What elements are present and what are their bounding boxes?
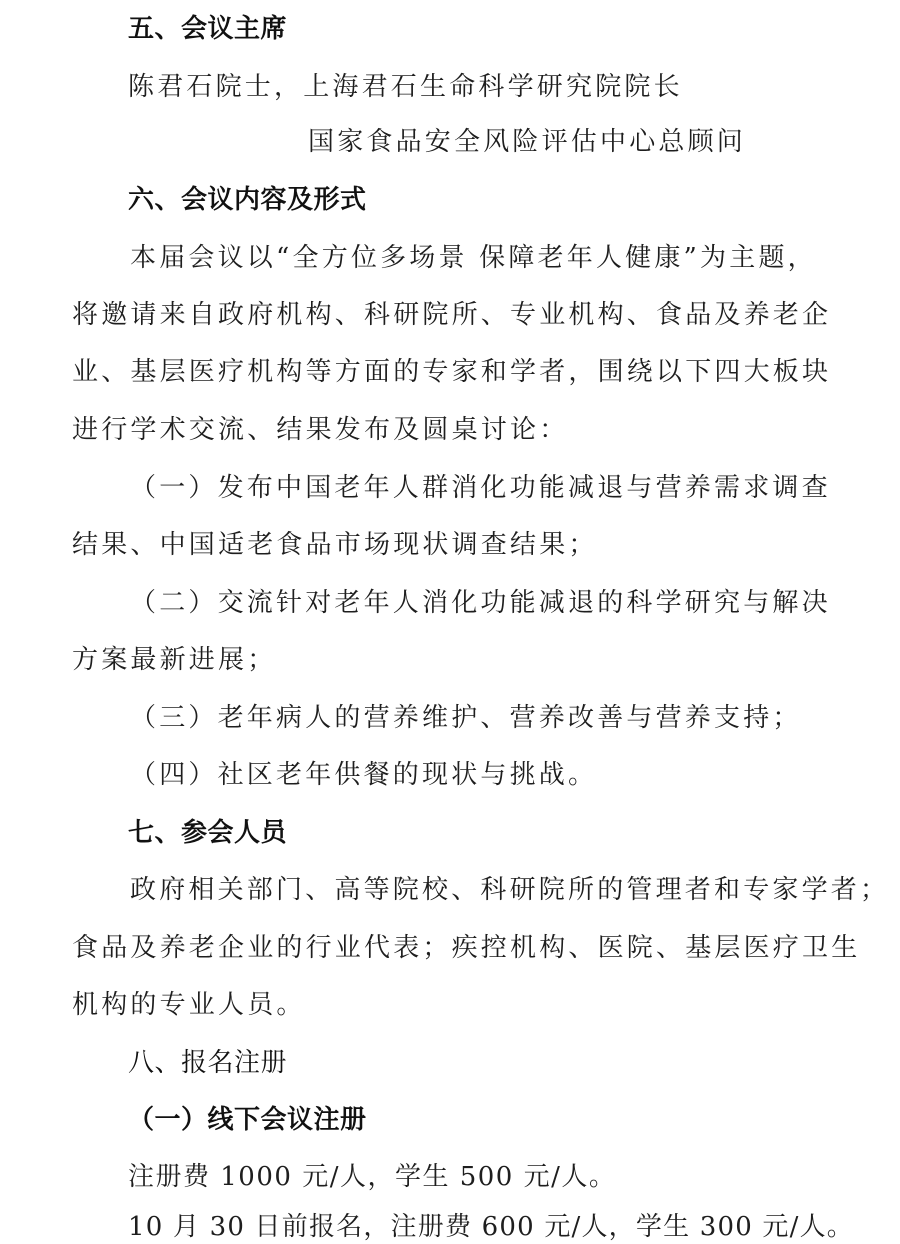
- section-heading-chair: 五、会议主席: [128, 14, 288, 44]
- content-intro-line-3: 业、基层医疗机构等方面的专家和学者，围绕以下四大板块: [72, 357, 832, 387]
- chair-line-2: 国家食品安全风险评估中心总顾问: [308, 127, 747, 157]
- content-item-2-line-1: （二）交流针对老年人消化功能减退的科学研究与解决: [130, 588, 831, 618]
- content-item-1-line-2: 结果、中国适老食品市场现状调查结果；: [72, 530, 598, 560]
- content-item-1-line-1: （一）发布中国老年人群消化功能减退与营养需求调查: [130, 473, 831, 503]
- content-item-2-line-2: 方案最新进展；: [72, 645, 277, 675]
- early-registration-fee-line: 10 月 30 日前报名，注册费 600 元/人，学生 300 元/人。: [128, 1212, 854, 1242]
- content-intro-line-4: 进行学术交流、结果发布及圆桌讨论：: [72, 415, 569, 445]
- attendees-line-3: 机构的专业人员。: [72, 990, 306, 1020]
- registration-fee-line: 注册费 1000 元/人，学生 500 元/人。: [128, 1162, 617, 1192]
- section-heading-attendees: 七、参会人员: [128, 818, 288, 848]
- section-heading-registration: 八、报名注册: [128, 1048, 288, 1078]
- attendees-line-2: 食品及养老企业的行业代表；疾控机构、医院、基层医疗卫生: [72, 933, 861, 963]
- content-item-4: （四）社区老年供餐的现状与挑战。: [130, 760, 598, 790]
- subheading-offline-registration: （一）线下会议注册: [128, 1105, 367, 1135]
- content-item-3: （三）老年病人的营养维护、营养改善与营养支持；: [130, 703, 802, 733]
- content-intro-line-1: 本届会议以“全方位多场景 保障老年人健康”为主题，: [130, 243, 817, 273]
- section-heading-content-format: 六、会议内容及形式: [128, 185, 367, 215]
- content-intro-line-2: 将邀请来自政府机构、科研院所、专业机构、食品及养老企: [72, 300, 832, 330]
- chair-line-1: 陈君石院士，上海君石生命科学研究院院长: [128, 72, 683, 102]
- attendees-line-1: 政府相关部门、高等院校、科研院所的管理者和专家学者；: [130, 875, 890, 905]
